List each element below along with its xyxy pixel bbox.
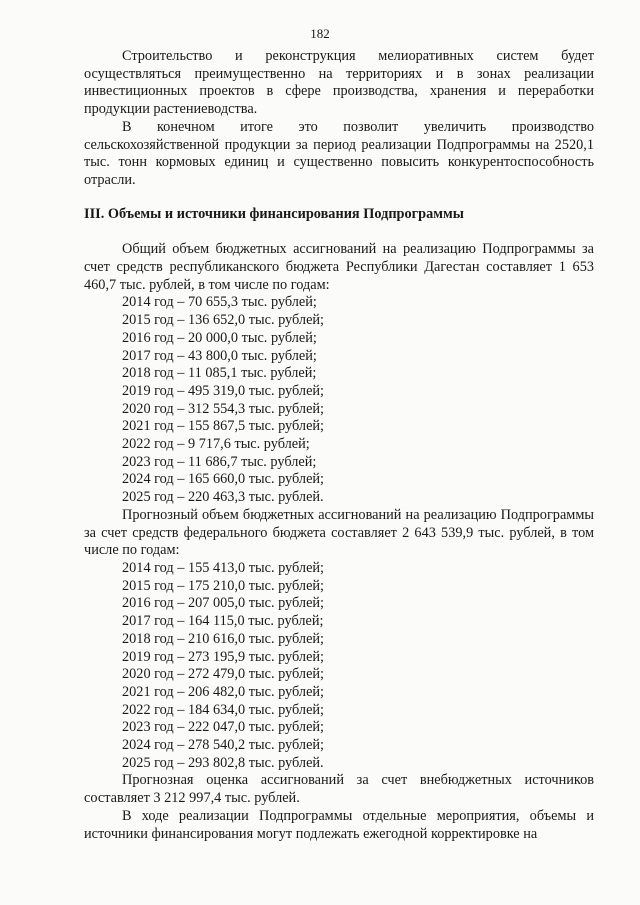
list-item: 2021 год – 206 482,0 тыс. рублей; [122,683,325,700]
list-item: 2022 год – 184 634,0 тыс. рублей; [122,701,325,718]
list-item: 2020 год – 312 554,3 тыс. рублей; [122,400,325,417]
paragraph-regional-budget: Общий объем бюджетных ассигнований на реализацию Подпрограммы за счет средств республиканского бюджета Республики Дагестан составляет 1 653 460,7 тыс. рублей, в том числе по годам: [84,241,594,293]
list-item: 2016 год – 20 000,0 тыс. рублей; [122,329,317,346]
list-item: 2024 год – 278 540,2 тыс. рублей; [122,737,325,754]
list-item: 2020 год – 272 479,0 тыс. рублей; [122,666,325,683]
list-item: 2016 год – 207 005,0 тыс. рублей; [122,595,325,612]
list-item: 2024 год – 165 660,0 тыс. рублей; [122,471,325,488]
list-item: 2015 год – 136 652,0 тыс. рублей; [122,312,325,329]
list-item: 2018 год – 210 616,0 тыс. рублей; [122,630,325,647]
list-item: 2025 год – 220 463,3 тыс. рублей. [122,489,324,506]
page-number: 182 [310,26,330,41]
list-item: 2019 год – 495 319,0 тыс. рублей; [122,382,325,399]
paragraph-extrabudget: Прогнозная оценка ассигнований за счет внебюджетных источников составляет 3 212 997,4 тыс. рублей. [84,772,594,807]
regional-years-list [84,294,594,506]
document-body [84,48,594,843]
paragraph-closing: В ходе реализации Подпрограммы отдельные мероприятия, объемы и источники финансирования могут подлежать ежегодной корректировке на [84,807,594,842]
list-item: 2022 год – 9 717,6 тыс. рублей; [122,436,310,453]
list-item: 2017 год – 43 800,0 тыс. рублей; [122,347,317,364]
list-item: 2018 год – 11 085,1 тыс. рублей; [122,365,317,382]
paragraph-melioration: Строительство и реконструкция мелиоративных систем будет осуществляться преимущественно на территориях и в зонах реализации инвестиционных проектов в сфере производства, хранения и переработки продукции растениеводства. [84,48,594,118]
list-item: 2015 год – 175 210,0 тыс. рублей; [122,577,325,594]
list-item: 2017 год – 164 115,0 тыс. рублей; [122,613,324,630]
section-heading: III. Объемы и источники финансирования Подпрограммы [84,205,464,222]
list-item: 2021 год – 155 867,5 тыс. рублей; [122,418,325,435]
list-item: 2023 год – 11 686,7 тыс. рублей; [122,453,317,470]
list-item: 2019 год – 273 195,9 тыс. рублей; [122,648,325,665]
paragraph-federal-budget: Прогнозный объем бюджетных ассигнований на реализацию Подпрограммы за счет средств федерального бюджета составляет 2 643 539,9 тыс. рублей, в том числе по годам: [84,506,594,559]
list-item: 2014 год – 70 655,3 тыс. рублей; [122,294,317,311]
list-item: 2023 год – 222 047,0 тыс. рублей; [122,719,325,736]
list-item: 2025 год – 293 802,8 тыс. рублей. [122,754,324,771]
federal-years-list [84,560,594,772]
list-item: 2014 год – 155 413,0 тыс. рублей; [122,559,325,576]
paragraph-production: В конечном итоге это позволит увеличить производство сельскохозяйственной продукции за период реализации Подпрограммы на 2520,1 тыс. тонн кормовых единиц и существенно повысить конкурентоспособность отрасли. [84,118,594,188]
